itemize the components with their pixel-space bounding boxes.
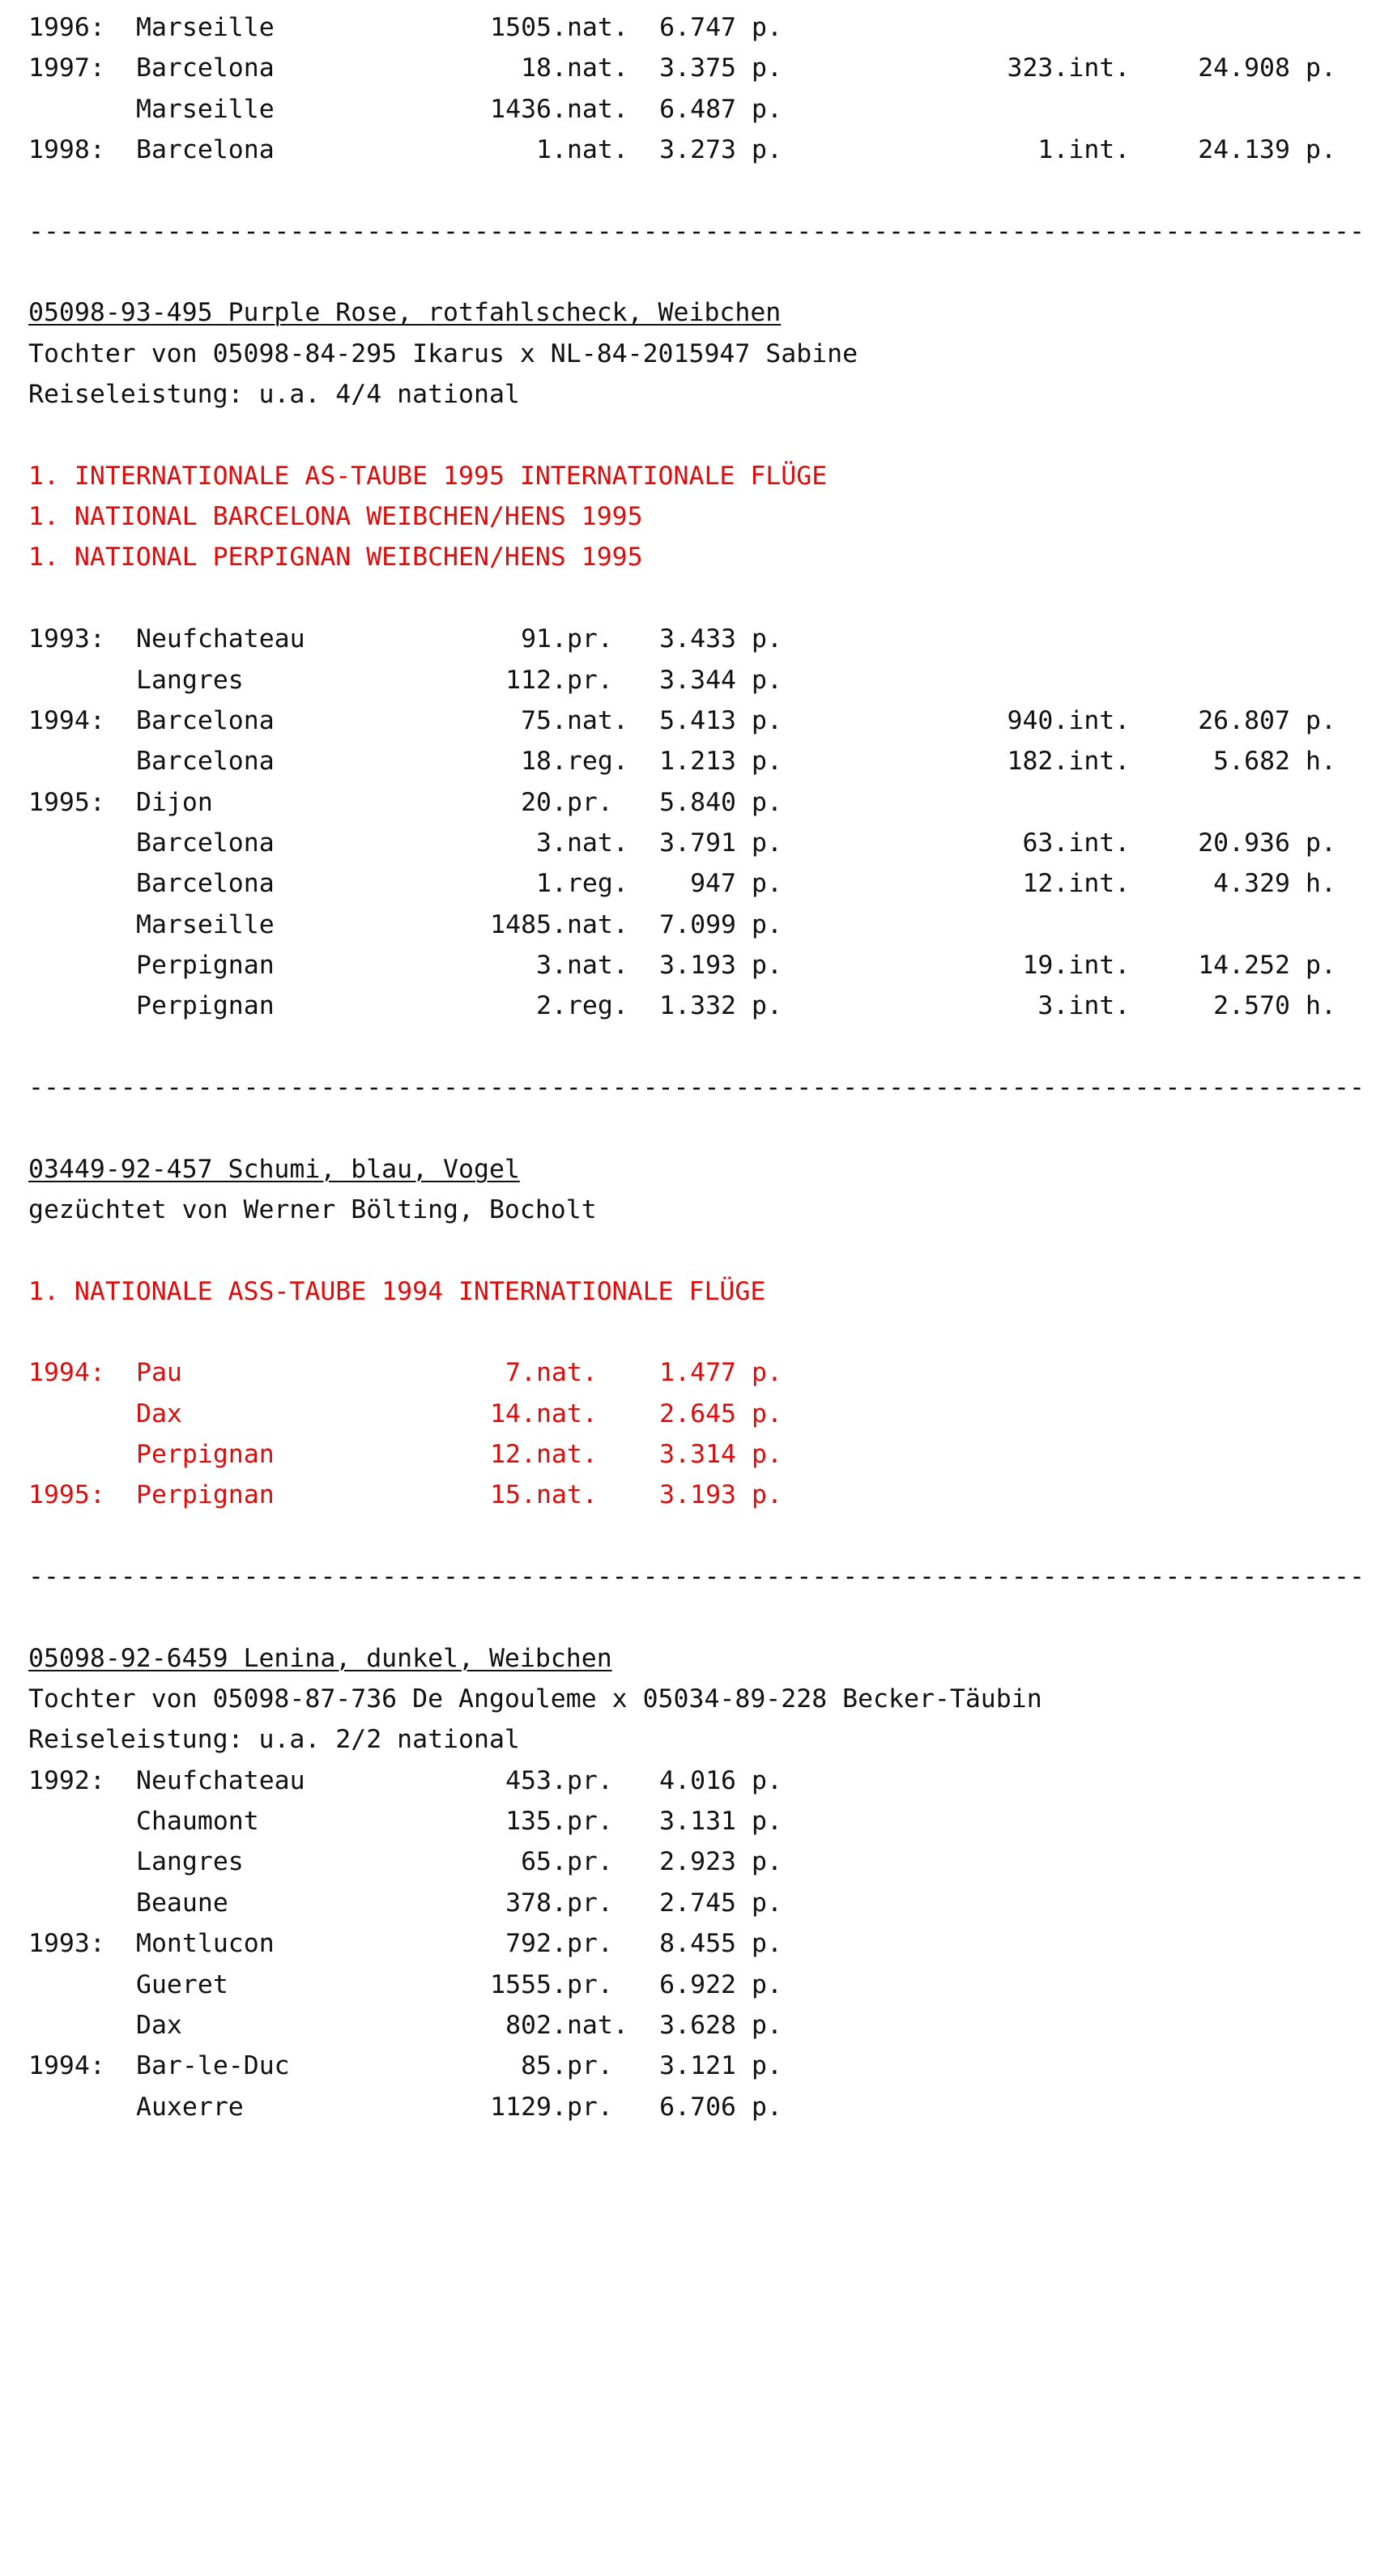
- result-points: 6.922: [659, 1969, 736, 1999]
- result-points-unit: p.: [752, 869, 782, 899]
- result-int-rank: 1: [1037, 135, 1054, 165]
- result-rank-type: .nat.: [552, 950, 628, 980]
- result-int-points-unit: p.: [1306, 135, 1336, 165]
- result-points: 3.193: [659, 950, 736, 980]
- pigeon-entry-purple-rose: [28, 292, 1389, 1026]
- results-table: [28, 1761, 1389, 2127]
- result-year: 1995:: [28, 1480, 105, 1510]
- result-int-rank-type: .int.: [1053, 705, 1131, 735]
- result-row: [28, 782, 1389, 823]
- result-rank: 1485: [490, 909, 552, 939]
- result-rank-type: .nat.: [521, 1399, 598, 1429]
- result-points: 3.375: [659, 53, 736, 83]
- result-points-unit: p.: [752, 747, 782, 777]
- result-points-unit: p.: [752, 1480, 782, 1510]
- result-row: [28, 89, 1389, 130]
- result-location: Neufchateau: [136, 1765, 305, 1795]
- pigeon-performance: Reiseleistung: u.a. 2/2 national: [28, 1725, 520, 1755]
- section-divider: ---------------------------------------------------------------------------------------: [28, 216, 1365, 246]
- result-year: 1993:: [28, 624, 105, 654]
- result-row: [28, 1761, 1389, 1801]
- result-int-rank-type: .int.: [1053, 135, 1131, 165]
- result-year: 1994:: [28, 1358, 105, 1388]
- spacer: [28, 1312, 1389, 1352]
- result-year: 1993:: [28, 1929, 105, 1959]
- result-rank-type: .pr.: [552, 665, 613, 695]
- result-row: [28, 863, 1389, 904]
- result-row: [28, 2005, 1389, 2046]
- result-rank: 7: [505, 1358, 521, 1388]
- result-rank-type: .pr.: [552, 1969, 613, 1999]
- result-points: 3.433: [659, 624, 736, 654]
- result-location: Marseille: [136, 94, 275, 124]
- result-location: Barcelona: [136, 869, 275, 899]
- result-year: 1992:: [28, 1765, 105, 1795]
- result-location: Barcelona: [136, 828, 275, 858]
- result-points: 8.455: [659, 1929, 736, 1959]
- result-row: [28, 1801, 1389, 1842]
- result-rank: 112: [505, 665, 552, 695]
- spacer: [28, 1027, 1389, 1067]
- result-int-rank-type: .int.: [1053, 828, 1131, 858]
- spacer: [28, 415, 1389, 455]
- result-rank: 1505: [490, 13, 552, 42]
- result-rank: 20: [521, 787, 552, 817]
- result-row: [28, 1965, 1389, 2005]
- result-rank-type: .reg.: [552, 991, 628, 1021]
- result-points: 5.840: [659, 787, 736, 817]
- result-row: [28, 2087, 1389, 2127]
- result-points: 3.628: [659, 2010, 736, 2040]
- result-location: Pau: [136, 1358, 182, 1388]
- result-rank: 85: [521, 2051, 552, 2081]
- result-row: [28, 741, 1389, 781]
- result-location: Perpignan: [136, 1480, 275, 1510]
- result-int-rank-type: .int.: [1053, 747, 1131, 777]
- result-rank: 378: [505, 1888, 552, 1918]
- result-int-points-unit: h.: [1306, 747, 1336, 777]
- pigeon-pedigree-document: [28, 7, 1389, 2127]
- result-points: 2.923: [659, 1847, 736, 1877]
- award-line: 1. NATIONAL PERPIGNAN WEIBCHEN/HENS 1995: [28, 543, 643, 573]
- result-int-points-unit: p.: [1306, 950, 1336, 980]
- result-points-unit: p.: [752, 2092, 782, 2122]
- pigeon-entry-lenina: [28, 1638, 1389, 2127]
- result-int-points-unit: h.: [1306, 991, 1336, 1021]
- result-rank-type: .nat.: [521, 1440, 598, 1470]
- result-int-rank-type: .int.: [1053, 869, 1131, 899]
- result-rank-type: .nat.: [552, 94, 628, 124]
- result-points: 6.487: [659, 94, 736, 124]
- result-rank: 2: [536, 991, 552, 1021]
- result-rank: 135: [505, 1807, 552, 1837]
- result-location: Marseille: [136, 909, 275, 939]
- result-rank-type: .pr.: [552, 2092, 613, 2122]
- spacer: [28, 1230, 1389, 1271]
- result-rank-type: .nat.: [552, 705, 628, 735]
- result-points-unit: p.: [752, 2051, 782, 2081]
- result-points: 947: [690, 869, 736, 899]
- result-points-unit: p.: [752, 1888, 782, 1918]
- result-row: [28, 905, 1389, 945]
- result-rank: 65: [521, 1847, 552, 1877]
- result-row: [28, 660, 1389, 700]
- result-rank-type: .nat.: [552, 909, 628, 939]
- result-points: 5.413: [659, 705, 736, 735]
- result-int-rank: 323: [1007, 53, 1054, 83]
- spacer: [28, 170, 1389, 211]
- result-rank-type: .pr.: [552, 1929, 613, 1959]
- result-row: [28, 1352, 1389, 1393]
- result-rank-type: .nat.: [552, 13, 628, 42]
- result-rank: 453: [505, 1765, 552, 1795]
- result-rank-type: .reg.: [552, 869, 628, 899]
- result-points-unit: p.: [752, 1399, 782, 1429]
- result-points: 1.213: [659, 747, 736, 777]
- result-points-unit: p.: [752, 705, 782, 735]
- result-year: 1996:: [28, 13, 105, 42]
- spacer: [28, 578, 1389, 619]
- result-location: Langres: [136, 665, 244, 695]
- result-location: Perpignan: [136, 1440, 275, 1470]
- result-points: 7.099: [659, 909, 736, 939]
- result-points: 3.791: [659, 828, 736, 858]
- result-points: 2.745: [659, 1888, 736, 1918]
- pigeon-entry-schumi: [28, 1149, 1389, 1516]
- result-rank: 91: [521, 624, 552, 654]
- result-rank: 792: [505, 1929, 552, 1959]
- result-row: [28, 7, 1389, 48]
- result-row: [28, 1394, 1389, 1434]
- result-int-rank: 3: [1037, 991, 1054, 1021]
- section-divider: ---------------------------------------------------------------------------------------: [28, 1562, 1365, 1592]
- result-rank-type: .pr.: [552, 787, 613, 817]
- result-points: 1.332: [659, 991, 736, 1021]
- result-rank: 1129: [490, 2092, 552, 2122]
- result-rank-type: .nat.: [552, 135, 628, 165]
- result-points-unit: p.: [752, 2010, 782, 2040]
- result-location: Neufchateau: [136, 624, 305, 654]
- result-points: 3.193: [659, 1480, 736, 1510]
- result-year: 1998:: [28, 135, 105, 165]
- result-int-points: 24.139: [1198, 135, 1290, 165]
- pigeon-title: 05098-93-495 Purple Rose, rotfahlscheck, Weibchen: [28, 298, 782, 328]
- result-points: 3.131: [659, 1807, 736, 1837]
- result-rank-type: .nat.: [552, 828, 628, 858]
- result-points-unit: p.: [752, 94, 782, 124]
- result-rank-type: .reg.: [552, 747, 628, 777]
- result-rank-type: .pr.: [552, 1888, 613, 1918]
- results-table: [28, 1352, 1389, 1515]
- result-rank: 802: [505, 2010, 552, 2040]
- result-location: Dax: [136, 2010, 182, 2040]
- result-row: [28, 1923, 1389, 1964]
- result-rank: 18: [521, 53, 552, 83]
- result-rank-type: .nat.: [521, 1480, 598, 1510]
- award-line: 1. NATIONAL BARCELONA WEIBCHEN/HENS 1995: [28, 502, 643, 532]
- result-points-unit: p.: [752, 1440, 782, 1470]
- result-points-unit: p.: [752, 950, 782, 980]
- result-row: [28, 1842, 1389, 1882]
- results-table: [28, 619, 1389, 1026]
- result-year: 1994:: [28, 705, 105, 735]
- result-points-unit: p.: [752, 1765, 782, 1795]
- spacer: [28, 252, 1389, 292]
- result-location: Dax: [136, 1399, 182, 1429]
- result-location: Barcelona: [136, 53, 275, 83]
- result-rank-type: .nat.: [552, 53, 628, 83]
- result-int-rank-type: .int.: [1053, 991, 1131, 1021]
- result-rank: 18: [521, 747, 552, 777]
- result-location: Chaumont: [136, 1807, 259, 1837]
- result-points: 4.016: [659, 1765, 736, 1795]
- result-location: Perpignan: [136, 991, 275, 1021]
- result-rank: 3: [536, 828, 552, 858]
- result-row: [28, 2046, 1389, 2086]
- result-points-unit: p.: [752, 1847, 782, 1877]
- result-points: 3.314: [659, 1440, 736, 1470]
- results-table-continued: [28, 7, 1389, 170]
- result-int-rank: 182: [1007, 747, 1054, 777]
- result-row: [28, 1883, 1389, 1923]
- result-row: [28, 619, 1389, 659]
- result-rank: 1: [536, 135, 552, 165]
- result-points-unit: p.: [752, 624, 782, 654]
- result-location: Gueret: [136, 1969, 228, 1999]
- result-rank: 12: [490, 1440, 521, 1470]
- result-points-unit: p.: [752, 828, 782, 858]
- result-int-points: 4.329: [1213, 869, 1290, 899]
- pigeon-breeder: gezüchtet von Werner Bölting, Bocholt: [28, 1194, 597, 1224]
- section-divider: ---------------------------------------------------------------------------------------: [28, 1072, 1365, 1102]
- result-int-rank: 63: [1022, 828, 1054, 858]
- result-points: 6.747: [659, 13, 736, 42]
- result-year: 1994:: [28, 2051, 105, 2081]
- result-location: Barcelona: [136, 747, 275, 777]
- result-rank: 1: [536, 869, 552, 899]
- result-int-points: 26.807: [1198, 705, 1290, 735]
- result-year: 1997:: [28, 53, 105, 83]
- result-points-unit: p.: [752, 1969, 782, 1999]
- award-line: 1. INTERNATIONALE AS-TAUBE 1995 INTERNATIONALE FLÜGE: [28, 461, 828, 491]
- result-points: 6.706: [659, 2092, 736, 2122]
- result-rank: 75: [521, 705, 552, 735]
- result-int-rank: 12: [1022, 869, 1054, 899]
- result-points: 1.477: [659, 1358, 736, 1388]
- result-int-rank-type: .int.: [1053, 53, 1131, 83]
- result-location: Beaune: [136, 1888, 228, 1918]
- result-rank-type: .pr.: [552, 2051, 613, 2081]
- pigeon-title: 05098-92-6459 Lenina, dunkel, Weibchen: [28, 1643, 612, 1673]
- result-rank: 14: [490, 1399, 521, 1429]
- result-int-points-unit: p.: [1306, 705, 1336, 735]
- result-int-points: 20.936: [1198, 828, 1290, 858]
- result-points: 3.273: [659, 135, 736, 165]
- result-int-points: 5.682: [1213, 747, 1290, 777]
- result-location: Barcelona: [136, 135, 275, 165]
- result-points-unit: p.: [752, 665, 782, 695]
- result-int-points: 2.570: [1213, 991, 1290, 1021]
- result-location: Marseille: [136, 13, 275, 42]
- result-int-points-unit: h.: [1306, 869, 1336, 899]
- result-row: [28, 48, 1389, 88]
- award-line: 1. NATIONALE ASS-TAUBE 1994 INTERNATIONALE FLÜGE: [28, 1276, 766, 1306]
- result-int-points-unit: p.: [1306, 53, 1336, 83]
- result-year: 1995:: [28, 787, 105, 817]
- result-location: Barcelona: [136, 705, 275, 735]
- result-location: Dijon: [136, 787, 213, 817]
- result-points-unit: p.: [752, 909, 782, 939]
- result-location: Bar-le-Duc: [136, 2051, 290, 2081]
- result-points-unit: p.: [752, 1929, 782, 1959]
- result-rank: 15: [490, 1480, 521, 1510]
- pigeon-title: 03449-92-457 Schumi, blau, Vogel: [28, 1154, 520, 1184]
- result-points: 3.121: [659, 2051, 736, 2081]
- result-points-unit: p.: [752, 53, 782, 83]
- result-rank-type: .pr.: [552, 1807, 613, 1837]
- spacer: [28, 1597, 1389, 1637]
- result-points: 2.645: [659, 1399, 736, 1429]
- result-int-rank: 940: [1007, 705, 1054, 735]
- result-rank-type: .pr.: [552, 1847, 613, 1877]
- result-points-unit: p.: [752, 135, 782, 165]
- pigeon-performance: Reiseleistung: u.a. 4/4 national: [28, 380, 520, 410]
- result-row: [28, 130, 1389, 170]
- result-location: Auxerre: [136, 2092, 244, 2122]
- spacer: [28, 1108, 1389, 1148]
- result-int-rank-type: .int.: [1053, 950, 1131, 980]
- result-row: [28, 823, 1389, 863]
- result-rank-type: .pr.: [552, 1765, 613, 1795]
- result-location: Langres: [136, 1847, 244, 1877]
- result-points-unit: p.: [752, 1807, 782, 1837]
- result-rank: 1436: [490, 94, 552, 124]
- result-int-points: 14.252: [1198, 950, 1290, 980]
- result-rank-type: .nat.: [521, 1358, 598, 1388]
- result-points-unit: p.: [752, 13, 782, 42]
- result-rank: 1555: [490, 1969, 552, 1999]
- result-rank-type: .pr.: [552, 624, 613, 654]
- result-row: [28, 1434, 1389, 1475]
- result-int-points-unit: p.: [1306, 828, 1336, 858]
- pigeon-parents: Tochter von 05098-87-736 De Angouleme x 05034-89-228 Becker-Täubin: [28, 1684, 1042, 1714]
- result-row: [28, 986, 1389, 1026]
- result-rank-type: .nat.: [552, 2010, 628, 2040]
- result-row: [28, 700, 1389, 741]
- result-points: 3.344: [659, 665, 736, 695]
- result-points-unit: p.: [752, 991, 782, 1021]
- result-points-unit: p.: [752, 1358, 782, 1388]
- pigeon-parents: Tochter von 05098-84-295 Ikarus x NL-84-2015947 Sabine: [28, 338, 858, 368]
- result-location: Montlucon: [136, 1929, 275, 1959]
- spacer: [28, 1516, 1389, 1556]
- result-row: [28, 1475, 1389, 1515]
- result-int-points: 24.908: [1198, 53, 1290, 83]
- result-points-unit: p.: [752, 787, 782, 817]
- result-location: Perpignan: [136, 950, 275, 980]
- result-row: [28, 945, 1389, 986]
- result-int-rank: 19: [1022, 950, 1054, 980]
- result-rank: 3: [536, 950, 552, 980]
